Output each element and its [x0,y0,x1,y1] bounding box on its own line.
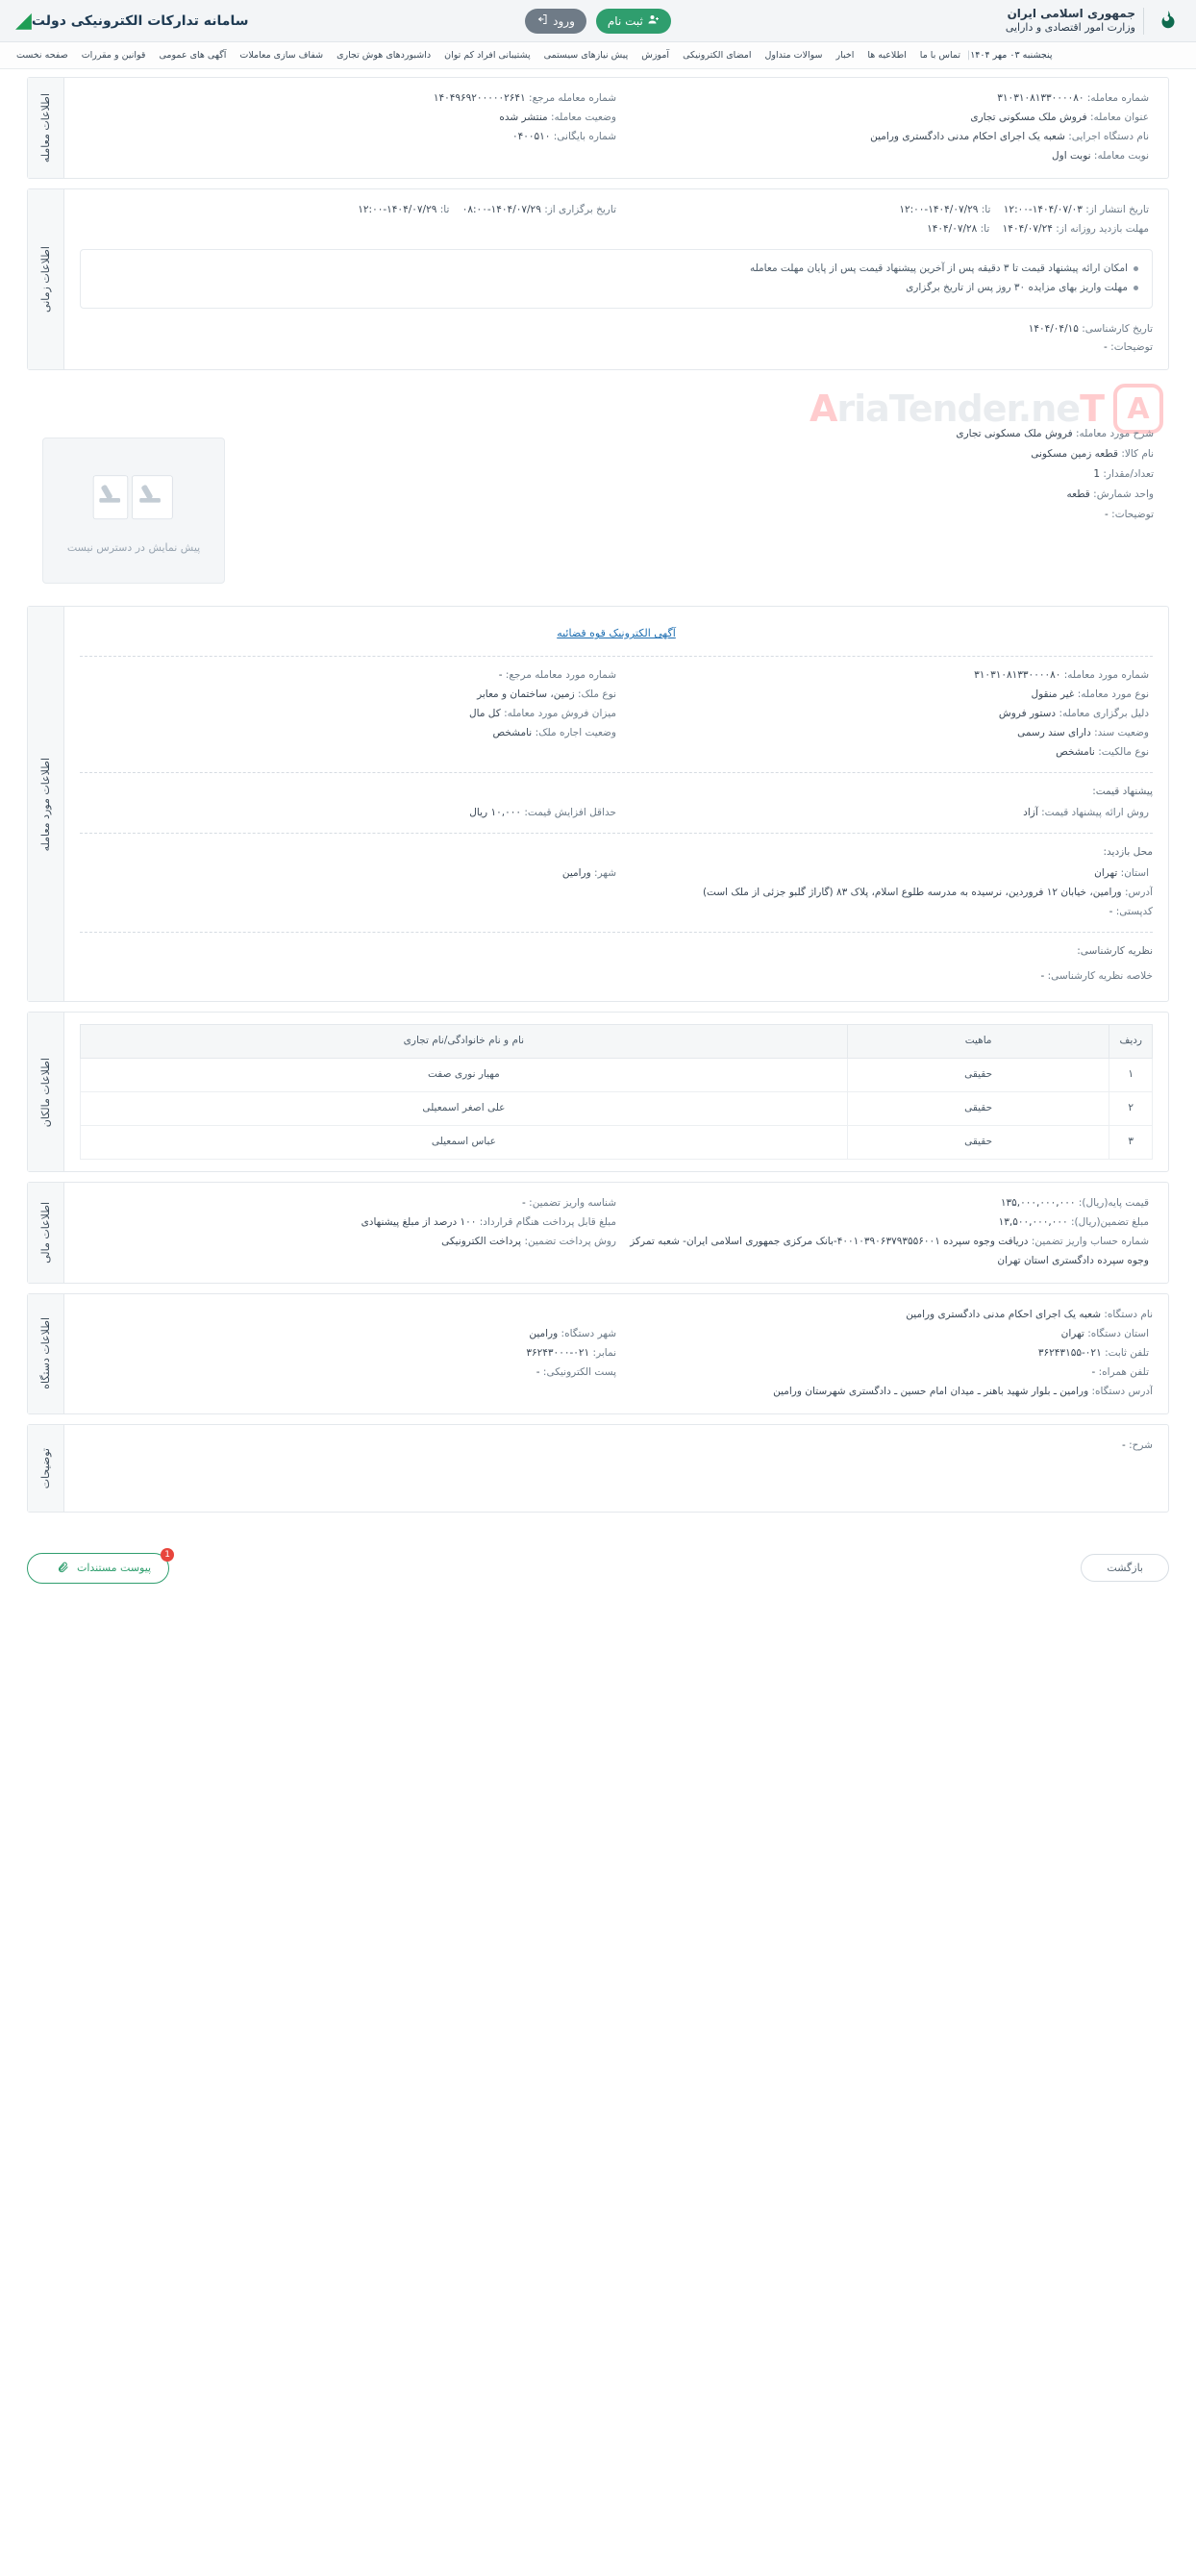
field-guarantee-id [93,1194,616,1213]
field-agency-phone-label: تلفن ثابت: [1105,1346,1149,1359]
field-agency-mobile-value: - [1091,1365,1096,1378]
field-event-to-value: ۱۴۰۴/۰۷/۲۹-۱۲:۰۰ [358,203,437,215]
field-guarantee-account-label: شماره حساب واریز تضمین: [1031,1236,1149,1248]
field-event-range [93,201,616,220]
field-property-type [93,686,616,705]
divider [80,772,1153,773]
field-rental-status [93,724,616,743]
goods-details [629,424,1154,525]
field-event-to-label: تا: [439,203,450,215]
section-financial [27,1182,1169,1284]
field-visit-address [80,884,1153,903]
field-event-from-value: ۱۴۰۴/۰۷/۲۹-۰۸:۰۰ [461,203,541,215]
watermark-text: AriaTender.neT [809,388,1104,431]
field-min-increment-label: حداقل افزایش قیمت: [524,806,616,818]
field-document-status [616,724,1149,743]
field-rental-status-label: وضعیت اجاره ملک: [535,727,616,739]
field-deal-round [616,147,1149,166]
field-visit-to-value: ۱۴۰۴/۰۷/۲۸ [927,222,978,235]
subject-right-column [616,666,1153,763]
field-visit-city [93,864,616,884]
agency-right-column [616,1325,1153,1383]
nav-item-rules[interactable]: قوانین و مقررات [81,50,146,61]
section-tab-description-label: توضیحات [39,1447,52,1488]
section-tab-description [28,1425,64,1512]
financial-left-column [80,1194,616,1271]
field-subject-type-value: غیر منقول [1031,688,1075,701]
nav-item-system-requirements[interactable]: پیش نیازهای سیستمی [543,50,629,61]
org-name-line2: وزارت امور اقتصادی و دارایی [1005,21,1135,35]
section-description [27,1424,1169,1513]
field-agency-fullname-label: نام دستگاه: [1104,1308,1153,1320]
field-auction-reason [616,705,1149,724]
bullet-icon [1134,286,1138,290]
time-info-left-column [80,201,616,239]
field-goods-unit-label: واحد شمارش: [1093,488,1154,501]
field-time-notes [80,338,1153,358]
field-agency-email-label: پست الکترونیکی: [542,1365,616,1378]
deal-info-left-column [80,89,616,166]
attachments-button[interactable] [27,1549,170,1584]
field-expert-summary-label: خلاصه نظریه کارشناسی: [1047,969,1153,982]
visit-left-column [80,864,616,884]
field-time-notes-label: توضیحات: [1110,341,1153,354]
field-archive-number-label: شماره بایگانی: [553,130,616,142]
section-tab-financial [28,1183,64,1283]
field-sale-share-value: کل مال [469,708,501,720]
field-goods-name-label: نام کالا: [1121,448,1154,461]
field-postal-code [80,903,1153,922]
field-rental-status-value: نامشخص [492,727,533,739]
field-deal-status-label: وضعیت معامله: [550,111,616,123]
time-notice-row-2 [94,279,1138,298]
site-logo-group [1006,5,1184,38]
field-guarantee-amount-value: ۱۳,۵۰۰,۰۰۰,۰۰۰ [998,1216,1068,1229]
owner-index: ۱ [1109,1059,1153,1092]
field-expert-date-label: تاریخ کارشناسی: [1082,322,1153,335]
section-tab-owners-label: اطلاعات مالکان [39,1057,52,1127]
field-publish-to-label: تا: [981,203,991,215]
field-agency-province-value: تهران [1060,1327,1084,1339]
field-goods-quantity-value: 1 [1093,468,1101,481]
owner-nature: حقیقی [847,1059,1109,1092]
deal-info-right-column [616,89,1153,166]
goods-preview-area [27,380,1169,606]
field-visit-from-value: ۱۴۰۴/۰۷/۲۴ [1002,222,1053,235]
nav-item-accessibility[interactable]: پشتیبانی افراد کم توان [444,50,531,61]
owner-name: مهیار نوری صفت [81,1059,848,1092]
field-visit-from-label: مهلت بازدید روزانه از: [1056,222,1149,235]
field-visit-city-label: شهر: [594,866,616,879]
field-agency-address [80,1383,1153,1402]
field-deal-title-value: فروش ملک مسکونی تجاری [970,111,1087,123]
field-auction-reason-label: دلیل برگزاری معامله: [1059,708,1149,720]
field-guarantee-amount-label: مبلغ تضمین(ریال): [1070,1216,1149,1229]
field-document-status-value: دارای سند رسمی [1017,727,1091,739]
time-notice-text-2: مهلت واریز بهای مزایده ۳۰ روز پس از تاریخ برگزاری [906,281,1128,293]
field-deal-title [616,109,1149,128]
field-ownership-type-value: نامشخص [1056,746,1095,759]
field-deal-number [616,89,1149,109]
field-ownership-type [616,743,1149,763]
field-archive-number [93,128,616,147]
time-notice-row-1 [94,260,1138,279]
field-sale-share [93,705,616,724]
field-goods-name-value: قطعه زمین مسکونی [1031,448,1118,461]
field-expert-date [80,320,1153,339]
divider [80,833,1153,834]
field-agency-email [93,1363,616,1383]
preview-placeholder [42,438,225,584]
section-tab-time-info [28,189,64,370]
expert-opinion-heading: نظریه کارشناسی: [1077,944,1153,957]
field-deal-status-value: منتشر شده [499,111,548,123]
nav-item-public-ads[interactable]: آگهی های عمومی [159,50,227,61]
owners-header-nature: ماهیت [847,1025,1109,1059]
field-base-price-label: قیمت پایه(ریال): [1078,1197,1149,1210]
section-tab-owners [28,1013,64,1171]
field-agency-fax-value: ۰۲۱-۳۶۲۴۳۰۰۰ [526,1346,590,1359]
field-deal-title-label: عنوان معامله: [1090,111,1149,123]
section-tab-agency [28,1294,64,1413]
nav-item-contact[interactable]: تماس با ما [919,50,960,61]
bullet-icon [1134,266,1138,271]
field-agency-province [616,1325,1149,1344]
field-agency-name [616,128,1149,147]
field-contract-payment-label: مبلغ قابل پرداخت هنگام قرارداد: [479,1216,616,1229]
field-description-label: شرح: [1129,1438,1153,1451]
field-agency-phone [616,1344,1149,1363]
owners-table [80,1024,1153,1160]
section-tab-subject-info-label: اطلاعات مورد معامله [39,757,52,852]
section-owners [27,1012,1169,1172]
field-goods-description [629,424,1154,444]
field-guarantee-payment-method-label: روش پرداخت تضمین: [524,1236,616,1248]
section-time-info [27,188,1169,371]
time-notice-text-1: امکان ارائه پیشنهاد قیمت تا ۳ دقیقه پس از آخرین پیشنهاد قیمت پس از پایان مهلت معامله [749,262,1128,274]
org-name-line1: جمهوری اسلامی ایران [1007,7,1135,21]
field-visit-range [616,220,1149,239]
field-agency-address-label: آدرس دستگاه: [1091,1385,1153,1397]
field-min-increment [93,804,616,823]
field-deal-number-label: شماره معامله: [1086,92,1149,104]
field-agency-name-value: شعبه یک اجرای احکام مدنی دادگستری ورامین [870,130,1065,142]
field-subject-number [616,666,1149,686]
signup-label: ثبت نام [607,13,643,28]
field-expert-summary-value: - [1040,969,1045,982]
field-agency-province-label: استان دستگاه: [1087,1327,1149,1339]
field-visit-province-value: تهران [1094,866,1118,879]
section-financial-body [64,1183,1168,1283]
field-expert-date-value: ۱۴۰۴/۰۴/۱۵ [1028,322,1079,335]
field-description [80,1437,1153,1456]
org-name [1006,7,1135,35]
field-deal-status [93,109,616,128]
nav-item-home[interactable]: صفحه نخست [16,50,68,61]
field-publish-to-value: ۱۴۰۴/۰۷/۲۹-۱۲:۰۰ [899,203,979,215]
field-guarantee-id-value: - [522,1197,526,1210]
nav-item-announcements[interactable]: اطلاعیه ها [867,50,907,61]
price-right-column [616,804,1153,823]
nav-date: پنجشنبه ۰۳ مهر ۱۴۰۴ [970,50,1053,61]
setad-brand-mark: ◢ [15,9,32,33]
field-agency-fax-label: نمابر: [592,1346,616,1359]
field-contract-payment [93,1213,616,1233]
divider [80,656,1153,657]
field-ownership-type-label: نوع مالکیت: [1098,746,1149,759]
visit-right-column [616,864,1153,884]
field-price-method [616,804,1149,823]
field-visit-province [616,864,1149,884]
field-event-from-label: تاریخ برگزاری از: [544,203,616,215]
field-agency-name-label: نام دستگاه اجرایی: [1068,130,1149,142]
field-guarantee-payment-method-value: پرداخت الکترونیکی [441,1236,522,1248]
field-visit-address-value: ورامین، خیابان ۱۲ فروردین، نرسیده به مدرسه طلوع اسلام، پلاک ۸۳ (گاراژ گلبو جزئی از ملک است) [702,886,1122,898]
field-subject-number-value: ۳۱۰۳۱۰۸۱۳۳۰۰۰۰۸۰ [974,669,1061,682]
field-contract-payment-value: ۱۰۰ درصد از مبلغ پیشنهادی [361,1216,477,1229]
iran-emblem-icon [1152,5,1184,38]
field-deal-round-value: نوبت اول [1052,149,1091,162]
field-postal-code-value: - [1109,905,1113,917]
field-agency-fullname-value: شعبه یک اجرای احکام مدنی دادگستری ورامین [906,1308,1102,1320]
field-guarantee-amount [616,1213,1149,1233]
field-time-notes-value: - [1104,341,1108,354]
owner-nature: حقیقی [847,1092,1109,1126]
section-subject-info [27,606,1169,1002]
field-expert-summary [80,967,1153,987]
field-goods-quantity-label: تعداد/مقدار: [1103,468,1154,481]
field-publish-range [616,201,1149,220]
back-button[interactable]: بازگشت [1081,1554,1169,1582]
section-tab-agency-label: اطلاعات دستگاه [39,1317,52,1390]
field-agency-city [93,1325,616,1344]
field-reference-number [93,89,616,109]
attachments-badge: 1 [161,1548,174,1562]
section-description-body [64,1425,1168,1512]
table-row [81,1092,1153,1126]
owner-index: ۳ [1109,1126,1153,1160]
field-goods-name [629,444,1154,464]
table-row [81,1126,1153,1160]
field-property-type-label: نوع ملک: [578,688,616,701]
login-button[interactable] [525,9,586,34]
field-archive-number-value: ۰۴۰۰۵۱۰ [511,130,551,142]
field-agency-address-value: ورامین ـ بلوار شهید باهنر ـ میدان امام حسین ـ دادگستری شهرستان ورامین [773,1385,1089,1397]
owner-name: عباس اسمعیلی [81,1126,848,1160]
section-tab-deal-info-label: اطلاعات معامله [39,92,52,163]
field-goods-quantity [629,464,1154,485]
watermark-logo-icon: A [1113,384,1163,434]
paperclip-icon [57,1561,69,1576]
field-postal-code-label: کدپستی: [1115,905,1153,917]
field-agency-phone-value: ۰۲۱-۳۶۲۴۳۱۵۵ [1037,1346,1102,1359]
logo-divider [1143,8,1144,35]
signup-button[interactable] [596,9,671,34]
attachments-label: پیوست مستندات [77,1562,152,1575]
field-publish-from-value: ۱۴۰۴/۰۷/۰۳-۱۲:۰۰ [1003,203,1083,215]
field-goods-unit-value: قطعه [1066,488,1090,501]
nav-item-faq[interactable]: سوالات متداول [764,50,823,61]
divider [80,932,1153,933]
field-publish-from-label: تاریخ انتشار از: [1085,203,1149,215]
field-agency-email-value: - [536,1365,540,1378]
owners-table-header-row [81,1025,1153,1059]
main-nav [0,42,1196,69]
field-visit-city-value: ورامین [561,866,591,879]
field-description-value: - [1121,1438,1126,1451]
preview-placeholder-caption: پیش نمایش در دسترس نیست [66,540,201,554]
owner-name: علی اصغر اسمعیلی [81,1092,848,1126]
field-agency-city-label: شهر دستگاه: [561,1327,616,1339]
subject-left-column [80,666,616,763]
field-agency-fax [93,1344,616,1363]
field-subject-reference-number-value: - [498,669,503,682]
field-subject-reference-number-label: شماره مورد معامله مرجع: [505,669,616,682]
field-subject-number-label: شماره مورد معامله: [1063,669,1149,682]
section-time-info-body [64,189,1168,370]
field-goods-notes-value: - [1105,509,1109,521]
field-sale-share-label: میزان فروش مورد معامله: [504,708,616,720]
login-arrow-icon [536,13,548,28]
section-agency-body [64,1294,1168,1413]
field-visit-address-label: آدرس: [1124,886,1153,898]
table-row [81,1059,1153,1092]
owner-index: ۲ [1109,1092,1153,1126]
price-left-column [80,804,616,823]
agency-left-column [80,1325,616,1383]
field-goods-unit [629,485,1154,505]
gavel-icon [87,468,180,532]
field-auction-reason-value: دستور فروش [998,708,1057,720]
price-proposal-heading: پیشنهاد قیمت: [1092,785,1153,797]
field-agency-mobile-label: تلفن همراه: [1098,1365,1149,1378]
user-plus-icon [648,13,660,28]
field-deal-round-label: نوبت معامله: [1093,149,1149,162]
field-agency-city-value: ورامین [529,1327,559,1339]
field-visit-to-label: تا: [980,222,990,235]
owner-nature: حقیقی [847,1126,1109,1160]
field-subject-type [616,686,1149,705]
section-tab-deal-info [28,78,64,178]
visit-location-heading: محل بازدید: [1103,845,1153,858]
section-tab-financial-label: اطلاعات مالی [39,1202,52,1264]
field-guarantee-account-value: دریافت وجوه سپرده ۴۰۰۱۰۳۹۰۶۳۷۹۳۵۵۶۰۰۱-بانک مرکزی جمهوری اسلامی ایران- شعبه تمرکز وجوه سپرده دادگستری استان تهران [630,1236,1149,1267]
field-property-type-value: زمین، ساختمان و معابر [477,688,575,701]
nav-item-transparency[interactable]: شفاف سازی معاملات [239,50,324,61]
field-agency-mobile [616,1363,1149,1383]
field-price-method-label: روش ارائه پیشنهاد قیمت: [1041,806,1149,818]
field-reference-number-value: ۱۴۰۴۹۶۹۲۰۰۰۰۰۲۶۴۱ [433,92,526,104]
field-goods-notes-label: توضیحات: [1111,509,1154,521]
field-document-status-label: وضعیت سند: [1094,727,1149,739]
field-price-method-value: آزاد [1023,806,1038,818]
nav-item-training[interactable]: آموزش [641,50,670,61]
field-reference-number-label: شماره معامله مرجع: [529,92,616,104]
time-notice-box [80,249,1153,309]
section-agency [27,1293,1169,1414]
field-agency-fullname [80,1306,1153,1325]
section-tab-time-info-label: اطلاعات زمانی [39,246,52,313]
time-info-right-column [616,201,1153,239]
section-owners-body [64,1013,1168,1171]
section-deal-info [27,77,1169,179]
field-goods-description-value: فروش ملک مسکونی تجاری [956,428,1073,440]
field-goods-description-label: شرح مورد معامله: [1076,428,1154,440]
field-subject-type-label: نوع مورد معامله: [1077,688,1149,701]
login-label: ورود [553,13,575,28]
top-bar [0,0,1196,42]
page-content [0,69,1196,1541]
judicial-ead-link[interactable]: آگهی الکترونیک قوه قضائیه [557,627,676,640]
footer-actions [0,1541,1196,1609]
nav-separator: | [967,50,971,61]
field-subject-reference-number [93,666,616,686]
section-subject-info-body [64,607,1168,1001]
field-min-increment-value: ۱۰,۰۰۰ ریال [469,806,522,818]
nav-item-esignature[interactable]: امضای الکترونیکی [683,50,752,61]
field-base-price [616,1194,1149,1213]
section-deal-info-body [64,78,1168,178]
field-guarantee-id-label: شناسه واریز تضمین: [529,1197,616,1210]
field-visit-province-label: استان: [1120,866,1149,879]
field-guarantee-payment-method [93,1233,616,1252]
field-guarantee-account [616,1233,1149,1271]
section-tab-subject-info [28,607,64,1001]
nav-item-bi-dashboards[interactable]: داشبوردهای هوش تجاری [336,50,432,61]
field-base-price-value: ۱۳۵,۰۰۰,۰۰۰,۰۰۰ [1000,1197,1076,1210]
owners-header-index: ردیف [1109,1025,1153,1059]
nav-item-news[interactable]: اخبار [835,50,855,61]
owners-header-name: نام و نام خانوادگی/نام تجاری [81,1025,848,1059]
field-deal-number-value: ۳۱۰۳۱۰۸۱۳۳۰۰۰۰۸۰ [997,92,1084,104]
field-goods-notes [629,505,1154,525]
brand-logo [15,9,32,33]
page-title: سامانه تدارکات الکترونیکی دولت [31,13,249,29]
financial-right-column [616,1194,1153,1271]
